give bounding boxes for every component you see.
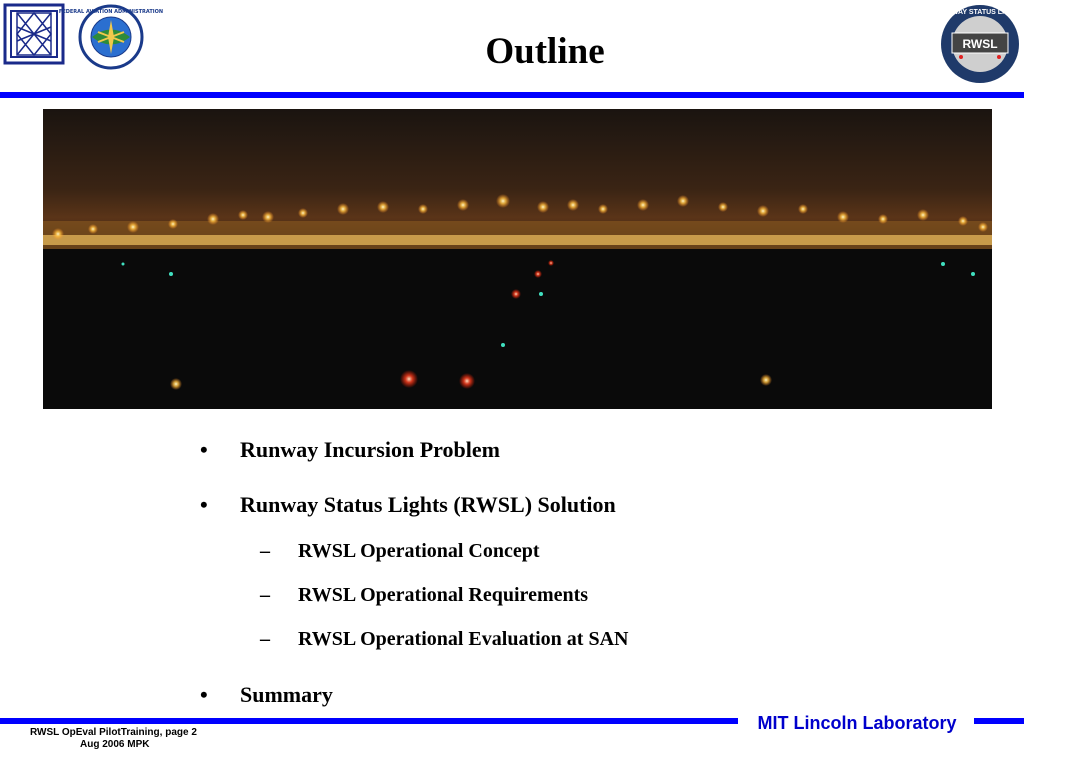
rwsl-ring-text: RUNWAY STATUS LIGHTS (936, 9, 1024, 16)
dash-glyph: – (260, 540, 270, 562)
footer-date: Aug 2006 MPK (80, 739, 150, 750)
header-divider (0, 92, 1024, 98)
footer-divider-right (974, 718, 1024, 724)
sub-bullet-text: RWSL Operational Concept (298, 540, 540, 562)
footer-divider-left (0, 718, 738, 724)
bullet-text: Runway Incursion Problem (240, 437, 500, 462)
dash-glyph: – (260, 584, 270, 606)
bullet-glyph: • (200, 682, 208, 707)
dash-glyph: – (260, 628, 270, 650)
bullet-glyph: • (200, 437, 208, 462)
bullet-glyph: • (200, 492, 208, 517)
sub-bullet-text: RWSL Operational Evaluation at SAN (298, 628, 629, 650)
bullet-text: Summary (240, 682, 333, 707)
faa-seal-text: FEDERAL AVIATION ADMINISTRATION (58, 9, 164, 15)
slide-title: Outline (485, 31, 605, 72)
airport-night-photo (43, 109, 992, 409)
footer-page-info: RWSL OpEval PilotTraining, page 2 (30, 727, 197, 738)
rwsl-logo-text: RWSL (962, 37, 998, 51)
lab-name: MIT Lincoln Laboratory (757, 713, 957, 733)
sub-bullet-text: RWSL Operational Requirements (298, 584, 589, 606)
bullet-text: Runway Status Lights (RWSL) Solution (240, 492, 616, 517)
